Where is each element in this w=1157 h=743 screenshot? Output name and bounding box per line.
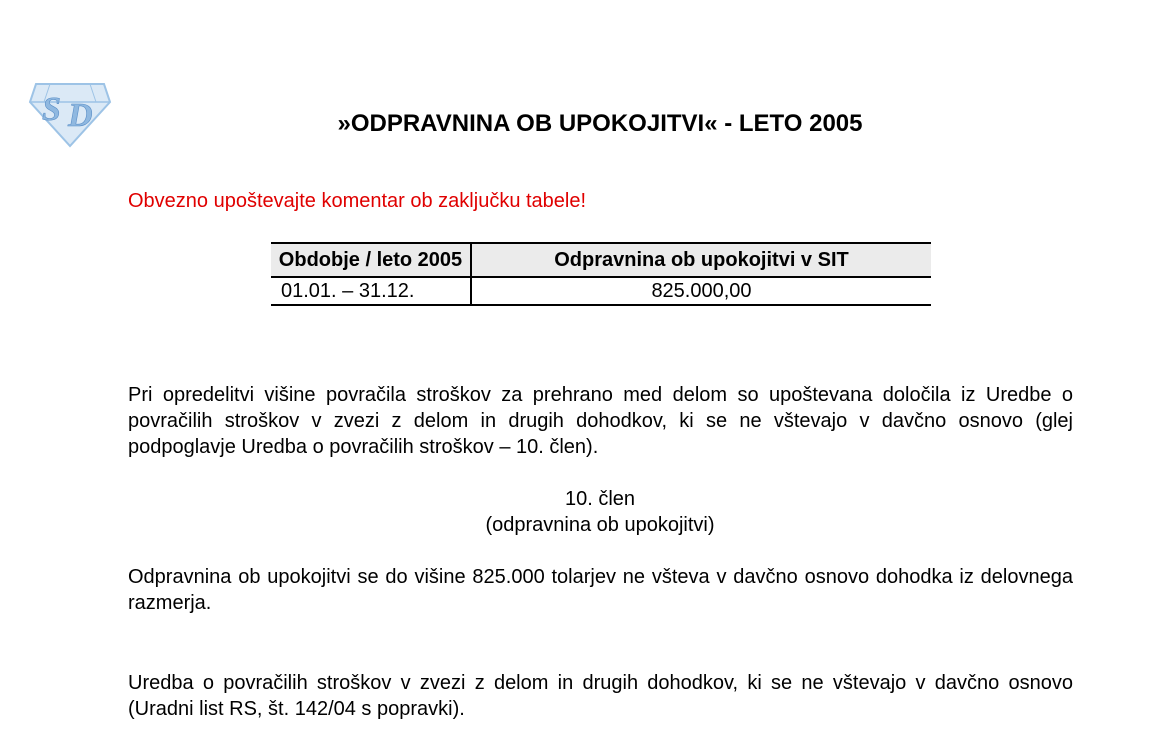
- svg-text:S: S: [42, 91, 61, 128]
- page-title: »ODPRAVNINA OB UPOKOJITVI« - LETO 2005: [337, 110, 863, 137]
- article-paragraph: Odpravnina ob upokojitvi se do višine 825.000 tolarjev ne všteva v davčno osnovo dohodka iz delovnega razmerja.: [128, 566, 1073, 614]
- column-header-severance: Odpravnina ob upokojitvi v SIT: [471, 243, 931, 277]
- column-header-period: Obdobje / leto 2005: [271, 243, 471, 277]
- intro-paragraph: Pri opredelitvi višine povračila stroškov za prehrano med delom so upoštevana določila iz Uredbe o povračilih stroškov v zvezi z delom in drugih dohodkov, ki se ne vštevajo v davčno osnovo (glej podpoglavje Uredba o povračilih stroškov – 10. člen).: [128, 384, 1073, 458]
- svg-text:D: D: [68, 97, 93, 134]
- article-number: 10. člen: [564, 488, 636, 510]
- cell-period: 01.01. – 31.12.: [271, 277, 471, 305]
- table-row: [271, 277, 931, 305]
- article-title: (odpravnina ob upokojitvi): [485, 514, 715, 536]
- severance-table: [271, 242, 931, 306]
- table-header-row: [271, 243, 931, 277]
- source-paragraph: Uredba o povračilih stroškov v zvezi z delom in drugih dohodkov, ki se ne vštevajo v davčno osnovo (Uradni list RS, št. 142/04 s popravki).: [128, 672, 1073, 720]
- notice-text: Obvezno upoštevajte komentar ob zaključku tabele!: [128, 190, 587, 212]
- cell-severance-amount: 825.000,00: [471, 277, 931, 305]
